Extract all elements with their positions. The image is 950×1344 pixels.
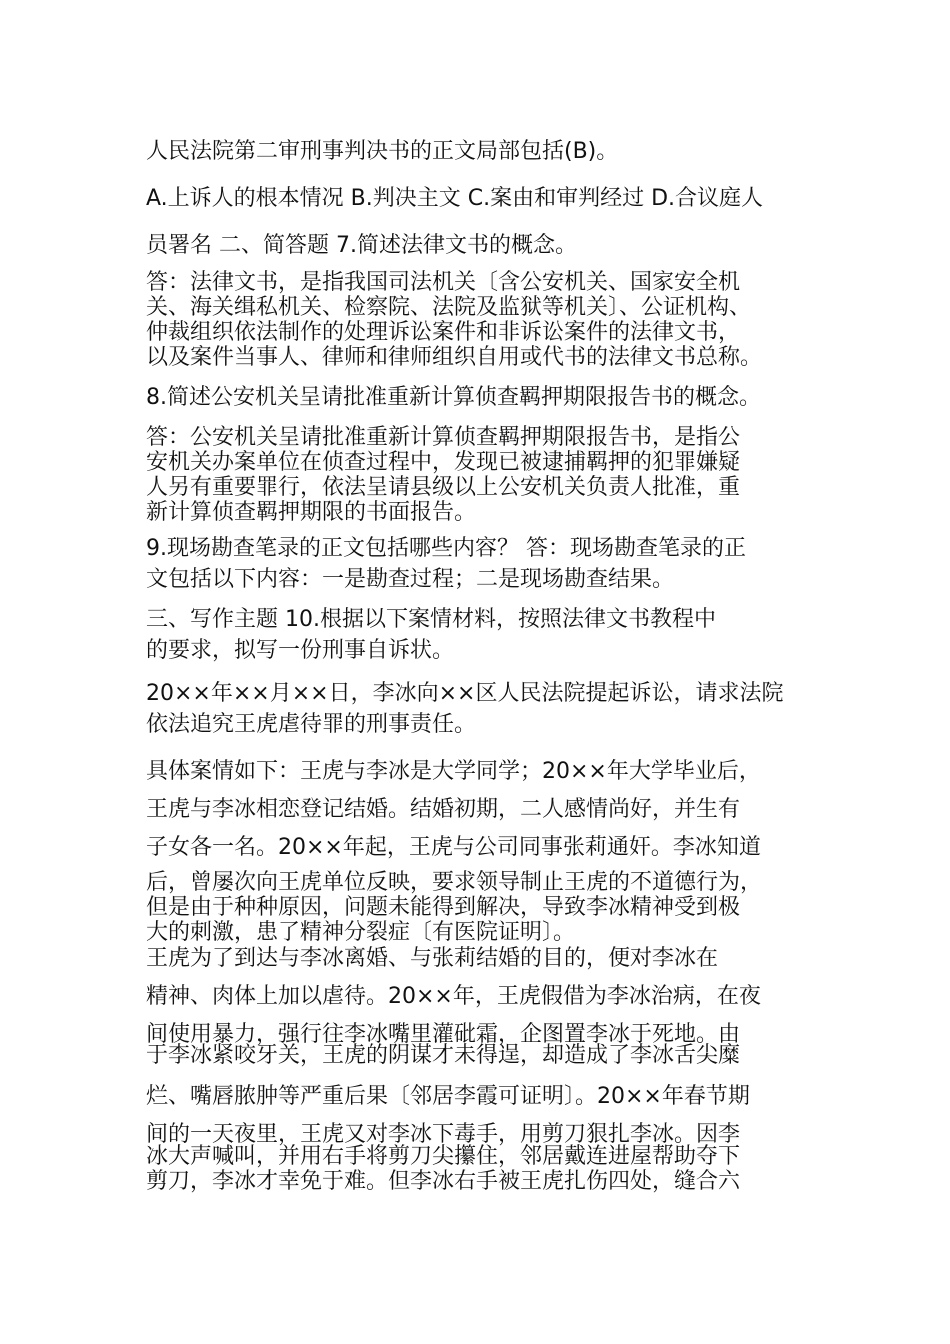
text-line: 20××年××月××日，李冰向××区人民法院提起诉讼，请求法院 (146, 681, 784, 706)
text-line: 的要求，拟写一份刑事自诉状。 (146, 638, 455, 663)
text-line: 王虎与李冰相恋登记结婚。结婚初期，二人感情尚好，并生有 (146, 797, 741, 822)
paragraph-answer-7 (146, 270, 826, 370)
text-line: 答：法律文书，是指我国司法机关〔含公安机关、国家安全机 (146, 270, 741, 295)
text-line: 三、写作主题 10.根据以下案情材料，按照法律文书教程中 (146, 607, 716, 632)
text-line: 但是由于种种原因，问题未能得到解决，导致李冰精神受到极 (146, 895, 741, 920)
text-line: 仲裁组织依法制作的处理诉讼案件和非诉讼案件的法律文书， (146, 320, 741, 345)
text-line: 后，曾屡次向王虎单位反映，要求领导制止王虎的不道德行为， (146, 870, 763, 895)
text-line: 文包括以下内容：一是勘查过程；二是现场勘查结果。 (146, 567, 675, 592)
paragraph-case-facts-1 (146, 753, 826, 867)
text-line: 精神、肉体上加以虐待。20××年，王虎假借为李冰治病，在夜 (146, 984, 761, 1009)
paragraph-question-6 (146, 128, 826, 175)
text-line: 人民法院第二审刑事判决书的正文局部包括(B)。 (146, 139, 619, 164)
text-line: 冰大声喊叫，并用右手将剪刀尖攥住，邻居戴连进屋帮助夺下 (146, 1144, 741, 1169)
text-line: A.上诉人的根本情况 B.判决主文 C.案由和审判经过 D.合议庭人 (146, 186, 764, 211)
paragraph-abuse-3 (146, 1078, 826, 1154)
text-line: 于李冰紧咬牙关，王虎的阴谋才未得逞，却造成了李冰舌尖糜 (146, 1043, 741, 1068)
text-line: 新计算侦查羁押期限的书面报告。 (146, 500, 477, 525)
text-line: 间使用暴力，强行往李冰嘴里灌砒霜，企图置李冰于死地。由 (146, 1022, 741, 1047)
text-line: 关、海关缉私机关、检察院、法院及监狱等机关〕、公证机构、 (146, 295, 752, 320)
paragraph-question-8 (146, 385, 826, 410)
text-line: 人另有重要罪行，依法呈请县级以上公安机关负责人批准，重 (146, 475, 741, 500)
paragraph-case-facts-2 (146, 870, 826, 945)
text-line: 以及案件当事人、律师和律师组织自用或代书的法律文书总称。 (146, 345, 763, 370)
text-line: 8.简述公安机关呈请批准重新计算侦查羁押期限报告书的概念。 (146, 385, 761, 410)
paragraph-question-9 (146, 533, 826, 595)
paragraph-filing (146, 678, 826, 740)
paragraph-answer-8 (146, 425, 826, 525)
paragraph-section-3 (146, 604, 826, 666)
paragraph-abuse-1 (146, 940, 826, 1054)
text-line: 间的一天夜里，王虎又对李冰下毒手，用剪刀狠扎李冰。因李 (146, 1122, 741, 1147)
text-line: 答：公安机关呈请批准重新计算侦查羁押期限报告书，是指公 (146, 425, 741, 450)
text-line: 安机关办案单位在侦查过程中，发现已被逮捕羁押的犯罪嫌疑 (146, 450, 741, 475)
text-line: 王虎为了到达与李冰离婚、与张莉结婚的目的，便对李冰在 (146, 946, 719, 971)
text-line: 员署名 二、简答题 7.简述法律文书的概念。 (146, 233, 577, 258)
text-line: 剪刀，李冰才幸免于难。但李冰右手被王虎扎伤四处，缝合六 (146, 1169, 741, 1194)
text-line: 依法追究王虎虐待罪的刑事责任。 (146, 712, 477, 737)
text-line: 具体案情如下：王虎与李冰是大学同学；20××年大学毕业后， (146, 759, 761, 784)
text-line: 烂、嘴唇脓肿等严重后果〔邻居李霞可证明〕。20××年春节期 (146, 1084, 750, 1109)
paragraph-options (146, 175, 826, 269)
text-line: 子女各一名。20××年起，王虎与公司同事张莉通奸。李冰知道 (146, 835, 761, 860)
text-line: 大的刺激，患了精神分裂症〔有医院证明〕。 (146, 920, 576, 945)
paragraph-abuse-2 (146, 1043, 826, 1068)
text-line: 9.现场勘查笔录的正文包括哪些内容？ 答：现场勘查笔录的正 (146, 536, 746, 561)
paragraph-abuse-4 (146, 1144, 826, 1194)
